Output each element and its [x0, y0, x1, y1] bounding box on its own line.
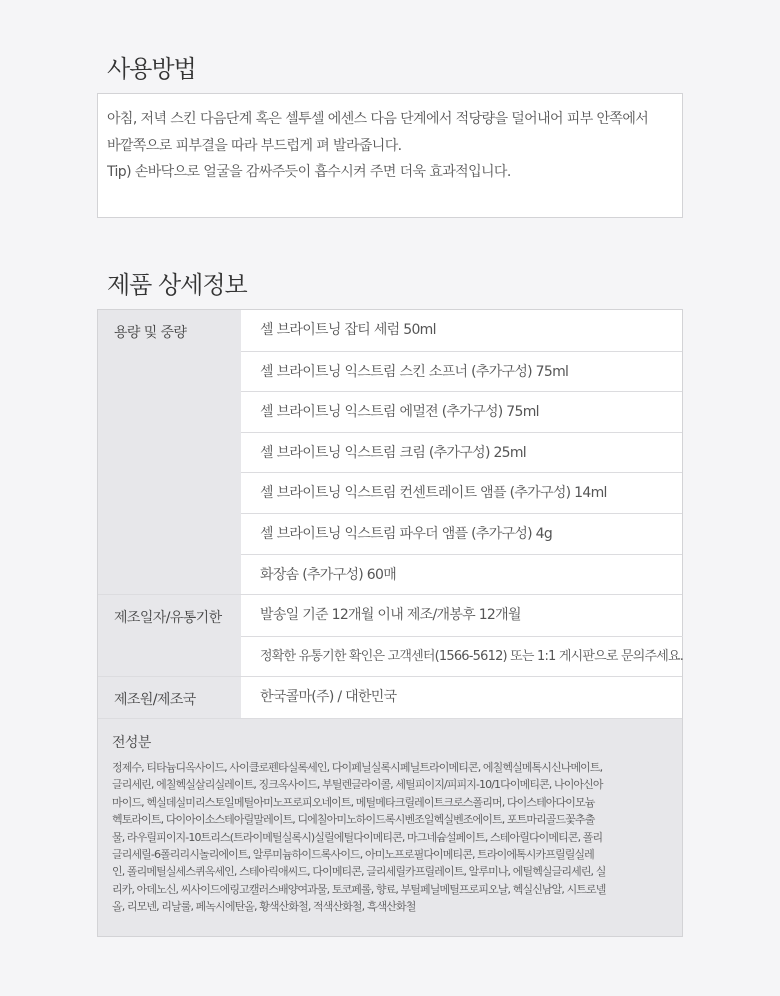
spec-value: 발송일 기준 12개월 이내 제조/개봉후 12개월 [260, 607, 521, 624]
spec-value: 셀 브라이트닝 익스트림 크림 (추가구성) 25ml [241, 432, 682, 473]
ingredients-line: 리카, 아데노신, 씨사이드에링고캘러스배양여과물, 토코페롤, 향료, 부틸페닐메틸프로피오날, 헥실신남알, 시트로넬 [112, 882, 606, 896]
spec-row-capacity [98, 310, 682, 594]
spec-values-manufacturer [241, 677, 682, 718]
usage-tip-line: Tip) 손바닥으로 얼굴을 감싸주듯이 흡수시켜 주면 더욱 효과적입니다. [107, 164, 511, 180]
usage-line: 바깥쪽으로 피부결을 따라 부드럽게 펴 발라줍니다. [107, 137, 402, 154]
usage-line: 아침, 저녁 스킨 다음단계 혹은 셀투셀 에센스 다음 단계에서 적당량을 덜어내어 피부 안쪽에서 [107, 111, 649, 127]
spec-value: 셀 브라이트닝 익스트림 컨센트레이트 앰플 (추가구성) 14ml [241, 472, 682, 513]
ingredients-line: 정제수, 티타늄디옥사이드, 사이클로펜타실록세인, 다이페닐실록시페닐트라이메티콘, 에칠헥실메톡시신나메이트, [112, 760, 603, 774]
spec-value: 셀 브라이트닝 잡티 세럼 50ml [260, 322, 436, 338]
ingredients-section [98, 718, 682, 936]
spec-label-expiry: 제조일자/유통기한 [98, 595, 241, 676]
ingredients-line: 인, 폴리메틸실세스퀴옥세인, 스테아릭애씨드, 다이메티콘, 글리세릴카프릴레이트, 알루미나, 에틸헥실글리세린, 실 [112, 865, 606, 879]
ingredients-line: 올, 리모넨, 리날룰, 페녹시에탄올, 황색산화철, 적색산화철, 흑색산화철 [112, 900, 416, 914]
spec-label-capacity: 용량 및 중량 [98, 310, 241, 594]
ingredients-line: 헥토라이트, 다이아이소스테아릴말레이트, 디에칠아미노하이드록시벤조일헥실벤조에이트, 포트마리골드꽃추출 [112, 813, 595, 827]
ingredients-line: 마이드, 헥실데실미리스토일메틸아미노프로피오네이트, 메틸메타크릴레이트크로스폴리머, 다이스테아다이모늄 [112, 795, 595, 809]
usage-box [97, 93, 683, 218]
spec-values-capacity [241, 310, 682, 594]
ingredients-line: 글리세린, 에칠헥실살리실레이트, 징크옥사이드, 부틸렌글라이콜, 세틸피이지/피피지-10/1다이메티콘, 나이아신아 [112, 778, 603, 792]
usage-title: 사용방법 [107, 55, 196, 83]
spec-table [97, 309, 683, 937]
ingredients-line: 물, 라우릴피이지-10트리스(트라이메틸실록시)실릴에틸다이메티콘, 마그네슘설페이트, 스테아릴다이메티콘, 폴리 [112, 830, 603, 844]
spec-row-manufacturer [98, 676, 682, 718]
spec-value: 셀 브라이트닝 익스트림 스킨 소프너 (추가구성) 75ml [241, 351, 682, 392]
spec-label-manufacturer: 제조원/제조국 [98, 677, 241, 718]
spec-value-contact: 정확한 유통기한 확인은 고객센터(1566-5612) 또는 1:1 게시판으로 문의주세요. [241, 636, 683, 677]
spec-row-expiry [98, 594, 682, 676]
spec-value: 셀 브라이트닝 익스트림 에멀젼 (추가구성) 75ml [241, 391, 682, 432]
ingredients-line: 글리세릴-6폴리리시놀리에이트, 알루미늄하이드록사이드, 아미노프로필다이메티콘, 트라이에톡시카프릴릴실레 [112, 847, 594, 861]
ingredients-title: 전성분 [112, 734, 151, 751]
spec-value: 화장솜 (추가구성) 60매 [241, 554, 682, 595]
spec-values-expiry [241, 595, 683, 676]
spec-value: 한국콜마(주) / 대한민국 [260, 689, 397, 706]
detail-title: 제품 상세정보 [107, 271, 247, 299]
spec-value: 셀 브라이트닝 익스트림 파우더 앰플 (추가구성) 4g [241, 513, 682, 554]
